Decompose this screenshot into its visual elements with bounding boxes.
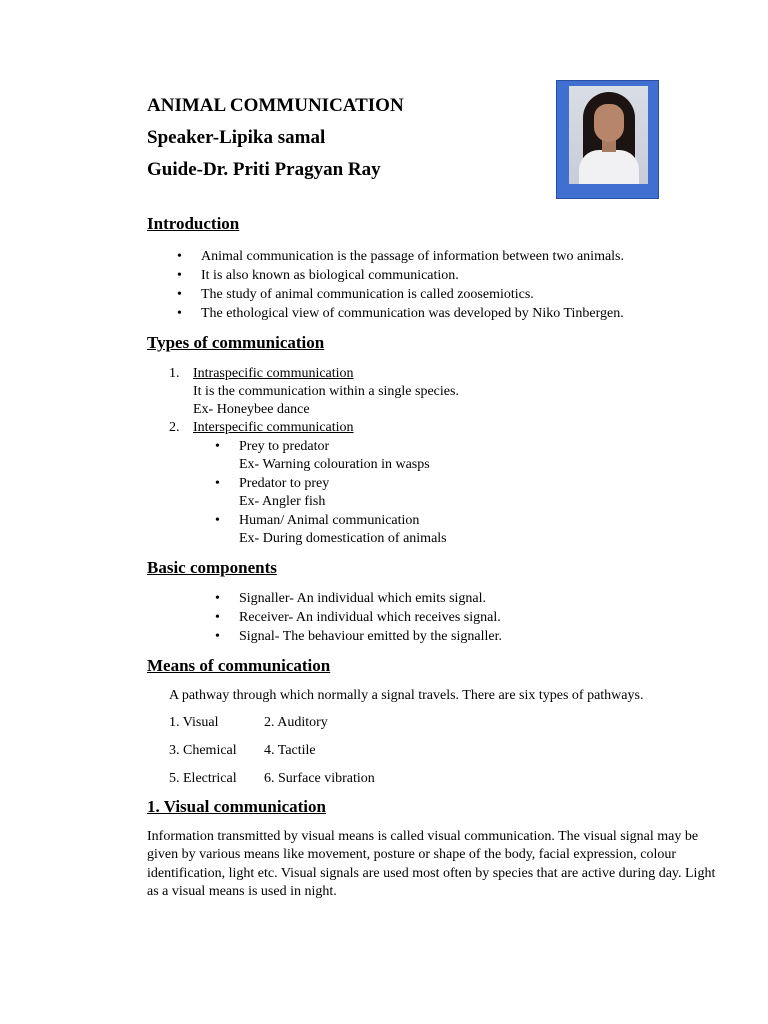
pathway-item: 6. Surface vibration bbox=[264, 771, 375, 786]
interspecific-sub: • Human/ Animal communication bbox=[239, 512, 419, 530]
speaker-photo bbox=[569, 86, 648, 184]
components-heading: Basic components bbox=[147, 558, 277, 577]
list-number: 1. bbox=[169, 366, 180, 381]
intro-bullet: • Animal communication is the passage of information between two animals. bbox=[201, 248, 624, 266]
interspecific-sub: • Prey to predator bbox=[239, 438, 329, 456]
intro-bullet: • It is also known as biological communication. bbox=[201, 267, 459, 285]
interspecific-sub-example: Ex- During domestication of animals bbox=[239, 531, 447, 546]
interspecific-sub-example: Ex- Warning colouration in wasps bbox=[239, 457, 430, 472]
intraspecific-desc: It is the communication within a single species. bbox=[193, 384, 459, 399]
intraspecific-example: Ex- Honeybee dance bbox=[193, 402, 310, 417]
title-block bbox=[147, 90, 404, 186]
visual-paragraph: Information transmitted by visual means is called visual communication. The visual signal may be given by various means like movement, posture or shape of the body, facial expression, colour identification, light etc. Visual signals are used most often by species that are active during day. Light as a visual means is used in night. bbox=[147, 829, 716, 899]
list-number: 2. bbox=[169, 420, 180, 435]
component-bullet: • Signaller- An individual which emits signal. bbox=[239, 590, 486, 608]
pathway-item: 4. Tactile bbox=[264, 743, 316, 758]
interspecific-title: Interspecific communication bbox=[193, 420, 354, 435]
component-bullet: • Receiver- An individual which receives signal. bbox=[239, 609, 501, 627]
means-heading: Means of communication bbox=[147, 656, 331, 675]
speaker-line: Speaker-Lipika samal bbox=[147, 127, 326, 148]
introduction-heading: Introduction bbox=[147, 214, 240, 233]
means-intro: A pathway through which normally a signal travels. There are six types of pathways. bbox=[169, 688, 644, 703]
document-title: ANIMAL COMMUNICATION bbox=[147, 95, 404, 116]
pathway-item: 3. Chemical bbox=[169, 743, 237, 758]
intraspecific-title: Intraspecific communication bbox=[193, 366, 354, 381]
speaker-photo-frame bbox=[556, 80, 659, 199]
intro-bullet: • The ethological view of communication was developed by Niko Tinbergen. bbox=[201, 305, 624, 323]
pathway-item: 1. Visual bbox=[169, 715, 219, 730]
interspecific-sub-example: Ex- Angler fish bbox=[239, 494, 326, 509]
intro-bullet: • The study of animal communication is called zoosemiotics. bbox=[201, 286, 534, 304]
visual-heading: 1. Visual communication bbox=[147, 797, 326, 816]
pathway-item: 5. Electrical bbox=[169, 771, 237, 786]
interspecific-sub: • Predator to prey bbox=[239, 475, 329, 493]
component-bullet: • Signal- The behaviour emitted by the signaller. bbox=[239, 628, 502, 646]
pathway-item: 2. Auditory bbox=[264, 715, 328, 730]
types-heading: Types of communication bbox=[147, 333, 325, 352]
guide-line: Guide-Dr. Priti Pragyan Ray bbox=[147, 159, 381, 180]
